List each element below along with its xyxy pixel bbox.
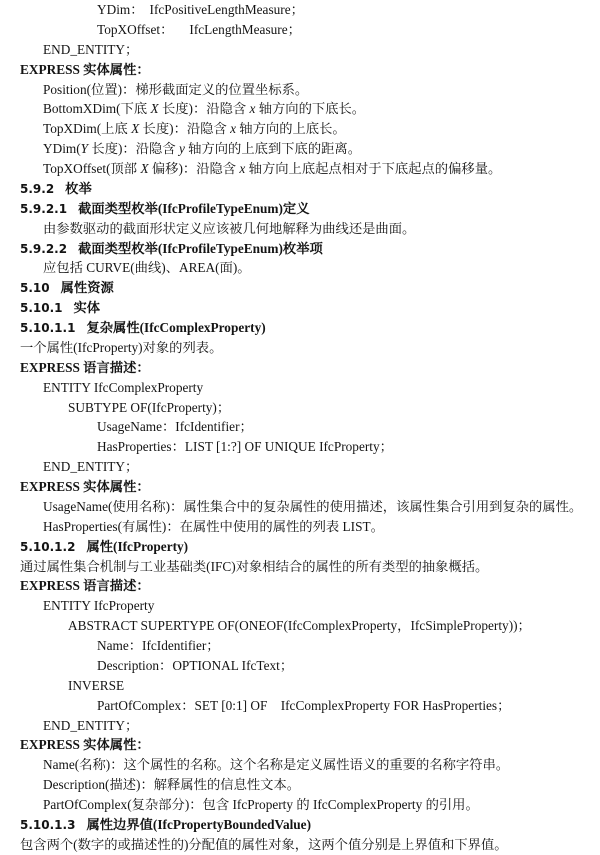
code-line — [0, 656, 600, 676]
italic-variable: X — [150, 101, 159, 117]
line-text: Name(名称)：这个属性的名称。这个名称是定义属性语义的重要的名称字符串。 — [43, 757, 510, 773]
attribute-type: IfcLengthMeasure； — [189, 21, 301, 37]
section-heading — [0, 318, 600, 338]
attribute-description — [0, 139, 600, 159]
paragraph — [0, 835, 600, 855]
line-text: 通过属性集合机制与工业基础类(IFC)对象相结合的属性的所有类型的抽象概括。 — [20, 558, 489, 574]
section-heading — [0, 199, 600, 219]
code-line — [0, 676, 600, 696]
code-line — [0, 616, 600, 636]
line-text: 包含两个(数字的或描述性的)分配值的属性对象，这两个值分别是上界值和下界值。 — [20, 836, 508, 852]
text-segment: 轴方向的上底长。 — [235, 121, 346, 137]
italic-variable: x — [239, 161, 246, 176]
line-text: EXPRESS 实体属性： — [20, 479, 150, 494]
section-title: 复杂属性(IfcComplexProperty) — [86, 320, 266, 335]
text-segment: BottomXDim(下底 — [43, 101, 151, 117]
code-line — [0, 417, 600, 437]
line-text: EXPRESS 实体属性： — [20, 737, 150, 753]
attribute-description — [0, 159, 600, 179]
code-line — [0, 636, 600, 656]
line-text: PartOfComplex(复杂部分)：包含 IfcProperty 的 IfcComplexProperty 的引用。 — [43, 797, 479, 812]
italic-variable: x — [249, 101, 256, 117]
section-title: 属性资源 — [60, 280, 114, 296]
text-segment: YDim( — [43, 141, 81, 157]
line-text: ENTITY IfcComplexProperty — [43, 379, 204, 395]
text-segment: TopXDim(上底 — [43, 121, 132, 137]
text-segment: Position(位置)：梯形截面定义的位置坐标系。 — [43, 81, 309, 97]
attribute-description — [0, 517, 600, 537]
line-text: SUBTYPE OF(IfcProperty)； — [68, 399, 231, 415]
code-line — [0, 596, 600, 616]
attribute-type: IfcPositiveLengthMeasure； — [149, 2, 304, 17]
paragraph — [0, 258, 600, 278]
line-text: INVERSE — [68, 677, 125, 693]
line-text: UsageName：IfcIdentifier； — [97, 419, 253, 435]
text-segment: 长度)：沿隐含 — [88, 141, 179, 157]
line-text: EXPRESS 语言描述： — [20, 578, 150, 594]
italic-variable: X — [131, 121, 140, 137]
line-text: END_ENTITY； — [43, 459, 139, 475]
line-text: EXPRESS 实体属性： — [20, 61, 150, 77]
section-heading — [0, 278, 600, 298]
code-line — [0, 20, 600, 40]
italic-variable: Y — [80, 141, 89, 157]
code-line — [0, 398, 600, 418]
end-entity-line — [0, 457, 600, 477]
italic-variable: x — [230, 121, 236, 137]
section-heading — [0, 239, 600, 259]
text-segment: 轴方向的下底长。 — [255, 101, 366, 117]
section-heading — [0, 815, 600, 835]
text-segment: 长度)：沿隐含 — [158, 101, 250, 117]
section-number: 5.10.1.3 — [20, 817, 76, 832]
paragraph — [0, 338, 600, 358]
line-text: 由参数驱动的截面形状定义应该被几何地解释为曲线还是曲面。 — [43, 220, 416, 236]
section-number: 5.10.1 — [20, 301, 63, 316]
line-text: ENTITY IfcProperty — [43, 598, 155, 614]
attribute-name: YDim： — [97, 2, 144, 17]
code-line — [0, 378, 600, 398]
code-line — [0, 696, 600, 716]
code-line — [0, 0, 600, 20]
text-segment: TopXOffset(顶部 — [43, 161, 141, 176]
section-number: 5.9.2.1 — [20, 201, 68, 216]
express-attributes-heading — [0, 735, 600, 755]
attribute-description — [0, 119, 600, 139]
section-number: 5.10 — [20, 281, 50, 296]
end-entity-line — [0, 40, 600, 60]
attribute-name: TopXOffset： — [97, 21, 174, 37]
line-text: END_ENTITY； — [43, 41, 139, 57]
section-title: 属性边界值(IfcPropertyBoundedValue) — [86, 816, 312, 832]
attribute-description — [0, 795, 600, 815]
section-title: 截面类型枚举(IfcProfileTypeEnum)枚举项 — [78, 240, 323, 256]
line-text: Description(描述)：解释属性的信息性文本。 — [43, 777, 301, 793]
express-attributes-heading — [0, 60, 600, 80]
line-text: ABSTRACT SUPERTYPE OF(ONEOF(IfcComplexProperty，IfcSimpleProperty))； — [68, 618, 531, 634]
line-text: 应包括 CURVE(曲线)、AREA(面)。 — [43, 260, 251, 276]
line-text: END_ENTITY； — [43, 717, 139, 733]
attribute-description — [0, 80, 600, 100]
section-number: 5.10.1.1 — [20, 321, 76, 335]
express-language-heading — [0, 576, 600, 596]
line-text: Description：OPTIONAL IfcText； — [97, 657, 294, 673]
attribute-description — [0, 755, 600, 775]
italic-variable: y — [178, 141, 185, 157]
express-attributes-heading — [0, 477, 600, 497]
attribute-description — [0, 99, 600, 119]
attribute-description — [0, 497, 600, 517]
line-text: 一个属性(IfcProperty)对象的列表。 — [20, 339, 223, 355]
section-number: 5.9.2 — [20, 181, 55, 196]
line-text: UsageName(使用名称)：属性集合中的复杂属性的使用描述，该属性集合引用到复杂的属性。 — [43, 498, 583, 514]
code-line — [0, 437, 600, 457]
paragraph — [0, 219, 600, 239]
line-text: EXPRESS 语言描述： — [20, 359, 150, 375]
section-title: 实体 — [73, 300, 101, 316]
italic-variable: X — [140, 161, 149, 176]
text-segment: 偏移)：沿隐含 — [148, 161, 240, 176]
line-text: PartOfComplex：SET [0:1] OF IfcComplexProperty FOR HasProperties； — [97, 697, 511, 713]
section-number: 5.10.1.2 — [20, 539, 76, 554]
section-title: 截面类型枚举(IfcProfileTypeEnum)定义 — [78, 200, 310, 216]
text-segment: 轴方向的上底到下底的距离。 — [184, 141, 362, 157]
line-text: HasProperties(有属性)：在属性中使用的属性的列表 LIST。 — [43, 518, 384, 534]
line-text: Name：IfcIdentifier； — [97, 638, 220, 653]
paragraph — [0, 557, 600, 577]
section-heading — [0, 537, 600, 557]
section-heading — [0, 179, 600, 199]
section-title: 属性(IfcProperty) — [86, 538, 189, 554]
text-segment: 轴方向上底起点相对于下底起点的偏移量。 — [245, 161, 502, 176]
section-number: 5.9.2.2 — [20, 241, 68, 256]
express-language-heading — [0, 358, 600, 378]
line-text: HasProperties：LIST [1:?] OF UNIQUE IfcProperty； — [97, 439, 393, 455]
end-entity-line — [0, 716, 600, 736]
text-segment: 长度)：沿隐含 — [139, 121, 231, 137]
attribute-description — [0, 775, 600, 795]
section-title: 枚举 — [65, 180, 92, 196]
section-heading — [0, 298, 600, 318]
